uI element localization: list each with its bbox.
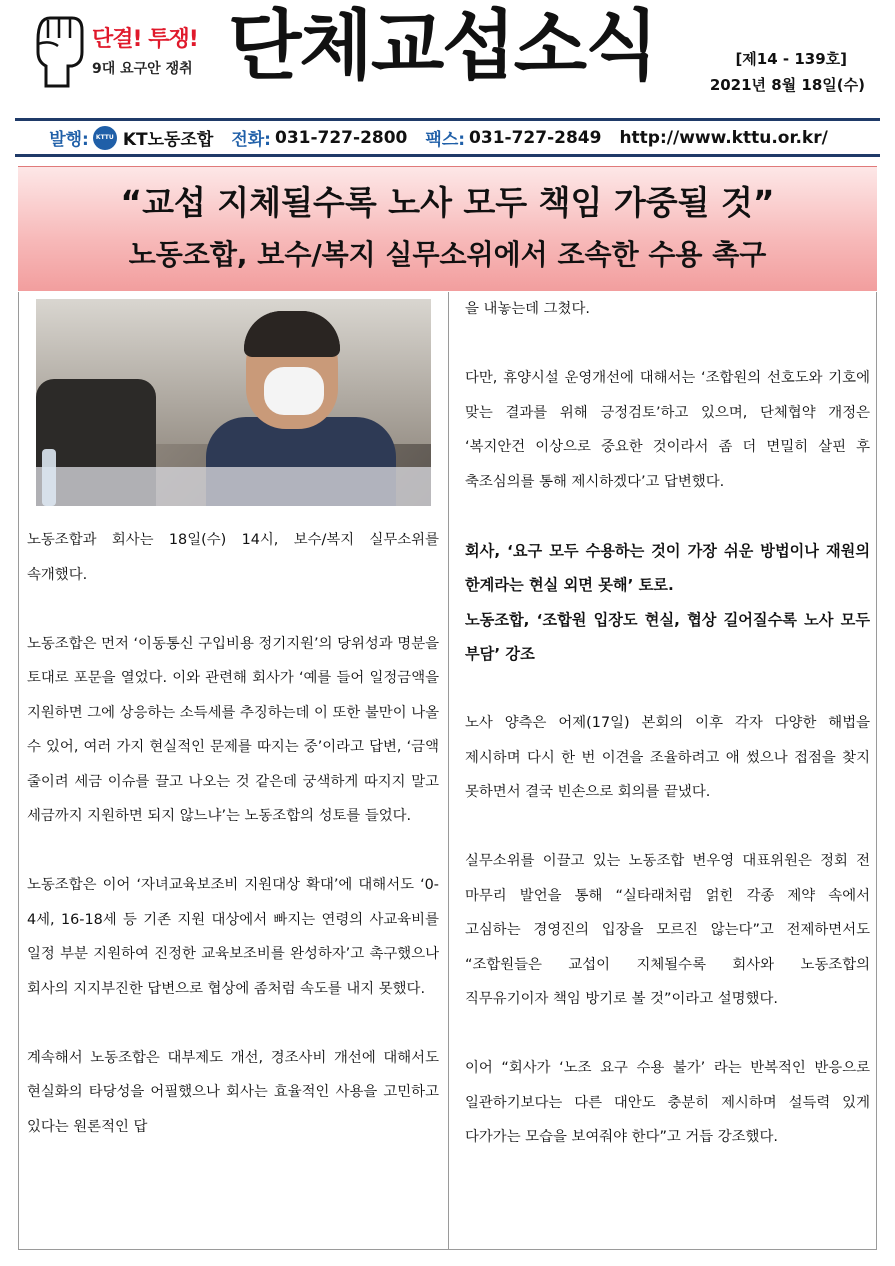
paragraph: 실무소위를 이끌고 있는 노동조합 변우영 대표위원은 정회 전 마무리 발언을 통해 “실타래처럼 얽힌 각종 제약 속에서 고심하는 경영진의 입장을 모르진 않는다”고 전제하면서도 “조합원들은 교섭이 지체될수록 회사와 노동조합의 직무유기이자 책임 방기로 볼 것”이라고 설명했다. [465, 853, 870, 1007]
headline-box [18, 166, 877, 291]
bottom-rule [15, 154, 880, 157]
paragraph: 노동조합과 회사는 18일(수) 14시, 보수/복지 실무소위를 속개했다. [27, 532, 439, 583]
paragraph: 노동조합은 이어 ‘자녀교육보조비 지원대상 확대’에 대해서도 ‘0-4세, 16-18세 등 기존 지원 대상에서 빠지는 연령의 사교육비를 일정 부분 지원하여 진정한 교육보조비를 완성하자’고 촉구했으나 회사의 지지부진한 답변으로 협상에 좀처럼 속도를 내지 못했다. [27, 877, 439, 997]
publisher-name: KT노동조합 [122, 130, 214, 150]
subheading-union: 노동조합, ‘조합원 입장도 현실, 협상 길어질수록 노사 모두 부담’ 강조 [465, 610, 870, 663]
right-column [465, 292, 870, 1155]
left-column [27, 523, 439, 1144]
slogan-subtitle: 9대 요구안 쟁취 [92, 61, 193, 77]
paragraph: 계속해서 노동조합은 대부제도 개선, 경조사비 개선에 대해서도 현실화의 타당성을 어필했으나 회사는 효율적인 사용을 고민하고 있다는 원론적인 답 [27, 1049, 439, 1135]
website-link[interactable]: http://www.kttu.or.kr/ [619, 127, 828, 148]
column-divider [448, 292, 449, 1250]
meeting-photo [36, 299, 431, 506]
headline-main: “교섭 지체될수록 노사 모두 책임 가중될 것” [120, 183, 775, 222]
paragraph: 다만, 휴양시설 운영개선에 대해서는 ‘조합원의 선호도와 기호에 맞는 결과를 위해 긍정검토’하고 있으며, 단체협약 개정은 ‘복지안건 이상으로 중요한 것이라서 좀 더 면밀히 살핀 후 축조심의를 통해 제시하겠다’고 답변했다. [465, 370, 870, 490]
raised-fist-icon [28, 10, 86, 88]
paragraph: 노사 양측은 어제(17일) 본회의 이후 각자 다양한 해법을 제시하며 다시 한 번 이견을 조율하려고 애 썼으나 접점을 찾지 못하면서 결국 빈손으로 회의를 끝냈다. [465, 715, 870, 800]
newsletter-title: 단체교섭소식 [228, 1, 657, 90]
phone-number: 031-727-2800 [274, 127, 408, 148]
headline-sub: 노동조합, 보수/복지 실무소위에서 조속한 수용 촉구 [128, 238, 767, 271]
issue-date: 2021년 8월 18일(수) [709, 76, 865, 94]
publisher-label: 발행: [49, 130, 89, 150]
kttu-logo-icon: KTTU [93, 126, 117, 150]
paragraph: 노동조합은 먼저 ‘이동통신 구입비용 정기지원’의 당위성과 명분을 토대로 포문을 열었다. 이와 관련해 회사가 ‘예를 들어 일정금액을 지원하면 그에 상응하는 소득세를 추징하는데 이 또한 불만이 나올 수 있어, 여러 가지 현실적인 문제를 따지는 중’이라고 답변, ‘금액 줄이려 세금 이슈를 끌고 나오는 것 같은데 궁색하게 따지지 말고 세금까지 지원하면 되지 않느냐’는 노동조합의 성토를 들었다. [27, 635, 439, 824]
subheading-company: 회사, ‘요구 모두 수용하는 것이 가장 쉬운 방법이나 재원의 한계라는 현실 외면 못해’ 토로. [465, 541, 870, 594]
fax-number: 031-727-2849 [469, 127, 602, 148]
paragraph: 을 내놓는데 그쳤다. [465, 301, 590, 317]
slogan: 단결! 투쟁! [92, 27, 198, 52]
publisher-bar [15, 121, 880, 154]
paragraph: 이어 “회사가 ‘노조 요구 수용 불가’ 라는 반복적인 반응으로 일관하기보다는 다른 대안도 충분히 제시하며 설득력 있게 다가가는 모습을 보여줘야 한다”고 거듭 강조했다. [465, 1060, 870, 1145]
issue-number: [제14 - 139호] [735, 50, 847, 68]
phone-label: 전화: [231, 130, 271, 150]
fax-label: 팩스: [425, 130, 466, 150]
